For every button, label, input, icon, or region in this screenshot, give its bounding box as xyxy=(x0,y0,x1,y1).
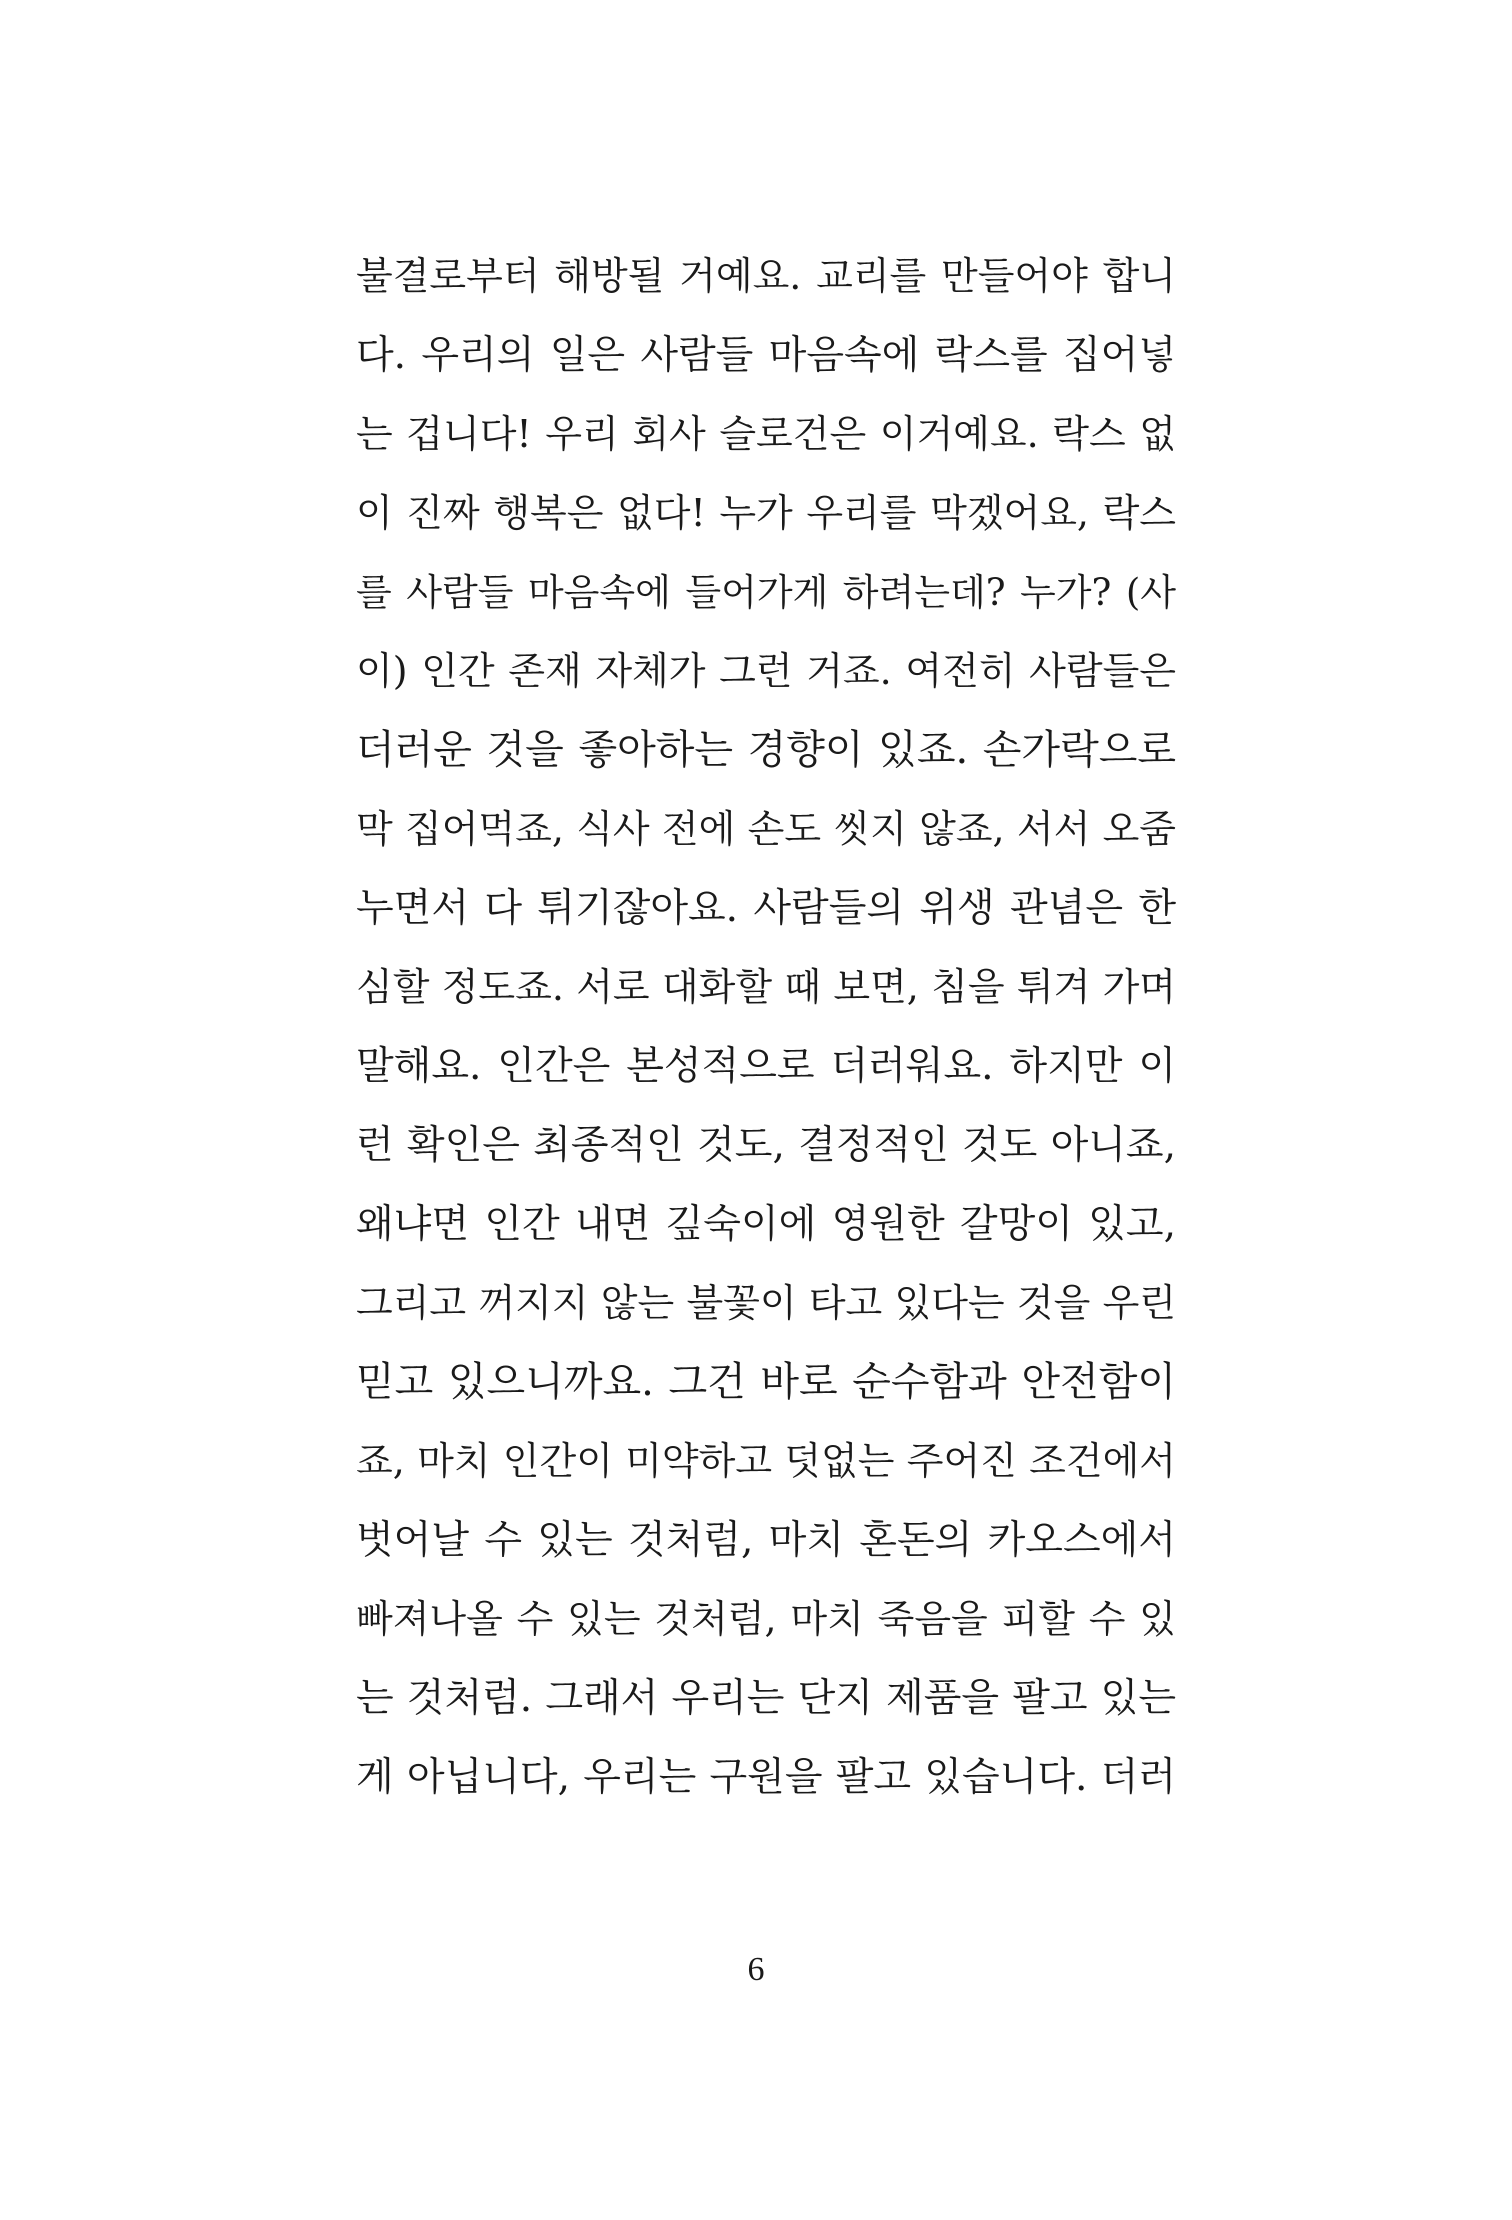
text-line: 심할 정도죠. 서로 대화할 때 보면, 침을 튀겨 가며 xyxy=(356,965,1176,1009)
text-line: 를 사람들 마음속에 들어가게 하려는데? 누가? (사 xyxy=(356,571,1176,614)
text-line: 는 것처럼. 그래서 우리는 단지 제품을 팔고 있는 xyxy=(356,1676,1176,1721)
text-line: 믿고 있으니까요. 그건 바로 순수함과 안전함이 xyxy=(356,1359,1176,1405)
text-line: 더러운 것을 좋아하는 경향이 있죠. 손가락으로 xyxy=(356,727,1176,773)
text-line: 막 집어먹죠, 식사 전에 손도 씻지 않죠, 서서 오줌 xyxy=(356,807,1176,851)
text-line: 그리고 꺼지지 않는 불꽃이 타고 있다는 것을 우린 xyxy=(356,1281,1176,1325)
text-line: 죠, 마치 인간이 미약하고 덧없는 주어진 조건에서 xyxy=(356,1439,1176,1483)
text-line: 다. 우리의 일은 사람들 마음속에 락스를 집어넣 xyxy=(356,333,1176,378)
text-line: 게 아닙니다, 우리는 구원을 팔고 있습니다. 더러 xyxy=(356,1755,1176,1800)
text-line: 이 진짜 행복은 없다! 누가 우리를 막겠어요, 락스 xyxy=(356,491,1176,535)
page-number: 6 xyxy=(747,1951,765,1988)
text-line: 이) 인간 존재 자체가 그런 거죠. 여전히 사람들은 xyxy=(356,649,1176,693)
text-line: 런 확인은 최종적인 것도, 결정적인 것도 아니죠, xyxy=(356,1123,1176,1168)
text-line: 말해요. 인간은 본성적으로 더러워요. 하지만 이 xyxy=(356,1044,1176,1089)
text-line: 는 겁니다! 우리 회사 슬로건은 이거예요. 락스 없 xyxy=(356,412,1176,456)
body-text xyxy=(356,237,1176,1817)
text-line: 빠져나올 수 있는 것처럼, 마치 죽음을 피할 수 있 xyxy=(356,1597,1176,1641)
text-line: 불결로부터 해방될 거예요. 교리를 만들어야 합니 xyxy=(356,254,1176,298)
text-line: 왜냐면 인간 내면 깊숙이에 영원한 갈망이 있고, xyxy=(356,1202,1176,1247)
text-line: 벗어날 수 있는 것처럼, 마치 혼돈의 카오스에서 xyxy=(356,1518,1176,1563)
text-line: 누면서 다 튀기잖아요. 사람들의 위생 관념은 한 xyxy=(356,886,1176,931)
